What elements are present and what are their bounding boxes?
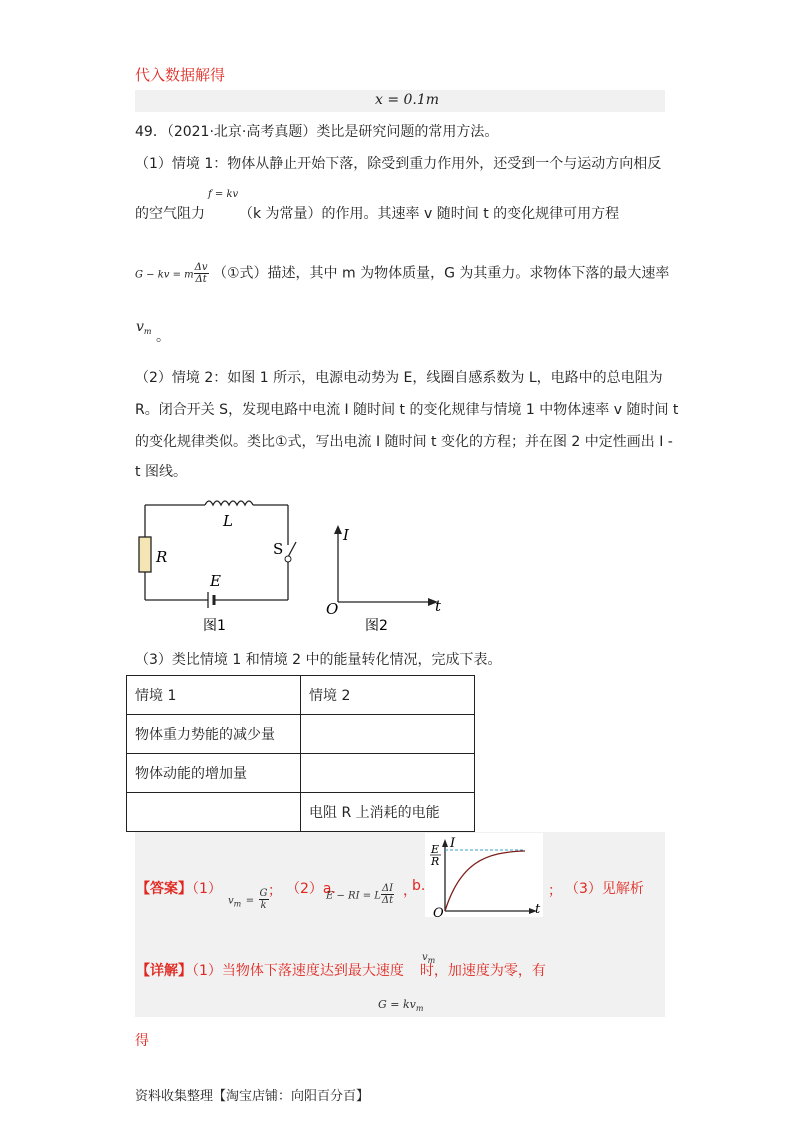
switch-lever [288,542,296,557]
part2-line4: t 图线。 [135,464,187,480]
analysis-text-a: （1）当物体下落速度达到最大速度 [192,963,404,979]
label-L: L [223,512,233,530]
table-cell: 物体重力势能的减少量 [127,715,301,754]
table-row [127,676,475,715]
table-cell: 电阻 R 上消耗的电能 [301,793,475,832]
graph-label-t: t [535,902,541,917]
solution-label: 代入数据解得 [135,66,226,84]
answer-p1: （1） [192,881,222,897]
analysis-eq-text: G = kv [378,998,416,1011]
question-header [135,122,498,142]
frac-num: Δv [194,262,208,273]
question-number: 49． [135,124,167,140]
label-t: t [435,597,442,615]
analysis-line [136,960,546,980]
frac-num: ΔI [381,883,394,894]
equation-bar [135,90,665,112]
analysis-text-b: 时，加速度为零，有 [419,963,546,979]
answer-p2: （2）a. [286,881,336,897]
current-curve [445,851,525,911]
vm-sub: m [143,327,152,336]
table-row [127,715,475,754]
formula-f: f = kv [208,189,239,200]
vm-line [136,316,170,345]
graph-label-E: E [431,843,440,856]
graph-label-R: R [431,855,440,868]
answer-line [136,878,222,898]
answer-block [135,832,665,1017]
part1-line3-text: （①式）描述，其中 m 为物体质量，G 为其重力。求物体下落的最大速率 [212,265,670,282]
eq2-frac [381,883,394,906]
answer-b-label: b. [412,878,426,894]
formula-G-frac [194,262,209,285]
graph-label-O: O [433,906,444,917]
analysis-tag: 【详解】 [136,963,192,979]
answer-comma: ， [403,883,417,899]
label-E: E [210,572,221,590]
answer-graph [425,833,543,917]
part1-line1: （1）情境 1：物体从静止开始下落，除受到重力作用外，还受到一个与运动方向相反 [135,156,662,172]
answer-sep1: ； [268,883,282,899]
vm-period: 。 [155,329,170,345]
switch-contact [285,556,291,562]
graph-label-I: I [450,836,456,851]
table-cell [301,715,475,754]
energy-table [126,675,475,832]
table-cell: 情境 2 [301,676,475,715]
inductor-coil [205,501,253,505]
label-O: O [326,600,339,618]
part2-line2: R。闭合开关 S，发现电路中电流 I 随时间 t 的变化规律与情境 1 中物体速率 v 随时间 t [135,402,679,418]
table-row [127,793,475,832]
table-row [127,754,475,793]
frac-den: Δt [195,274,207,285]
frac-den: Δt [381,895,394,906]
answer-tag: 【答案】 [136,881,192,897]
footer-text: 资料收集整理【淘宝店铺：向阳百分百】 [135,1089,370,1104]
analysis-equation [378,996,423,1013]
figure2-caption: 图2 [365,618,388,634]
label-S: S [273,540,284,558]
answer-vm-eq [228,888,269,911]
vm-eq-mid: = [245,895,255,907]
analysis-eq-sub: m [415,1004,424,1013]
analysis-vm-sub: m [427,956,436,965]
part1-line2 [135,204,619,224]
figure1-caption: 图1 [203,618,226,634]
figures-svg [130,490,460,640]
vm-eq-v: v [228,895,234,907]
part2-line1: （2）情境 2：如图 1 所示，电源电动势为 E，线圈自感系数为 L，电路中的总电阻为 [135,370,663,386]
table-cell [127,793,301,832]
vm-symbol: v [136,319,144,335]
table-cell: 物体动能的增加量 [127,754,301,793]
label-I: I [343,526,349,544]
vm-eq-sub: m [233,899,242,909]
table-cell [301,754,475,793]
part3: （3）类比情境 1 和情境 2 中的能量转化情况，完成下表。 [135,652,502,668]
top-equation: x = 0.1m [375,92,440,108]
resistor [139,537,151,572]
eq2-left: E − RI = L [326,890,381,902]
part1-line2a: 的空气阻力 [135,206,205,222]
part1-line2b: （k 为常量）的作用。其速率 v 随时间 t 的变化规律可用方程 [239,206,620,222]
answer-p3: （3）见解析 [565,881,644,897]
analysis-vm: v [422,952,428,963]
formula-G: G − kv = m [135,269,194,281]
frac-den: k [260,900,267,911]
table-cell: 情境 1 [127,676,301,715]
question-stem: 类比是研究问题的常用方法。 [316,124,499,140]
axis-I-arrow [334,525,342,534]
answer-eq2 [326,883,394,906]
frac-num: G [259,888,268,899]
answer-sep2: ； [548,883,562,899]
question-source: （2021·北京·高考真题） [166,124,317,140]
analysis-de: 得 [135,1033,149,1049]
part1-line3 [135,262,669,286]
answer-graph-box [425,833,543,917]
label-R: R [156,548,168,566]
part2-line3: 的变化规律类似。类比①式，写出电流 I 随时间 t 变化的方程；并在图 2 中定性画出 I - [135,434,673,450]
